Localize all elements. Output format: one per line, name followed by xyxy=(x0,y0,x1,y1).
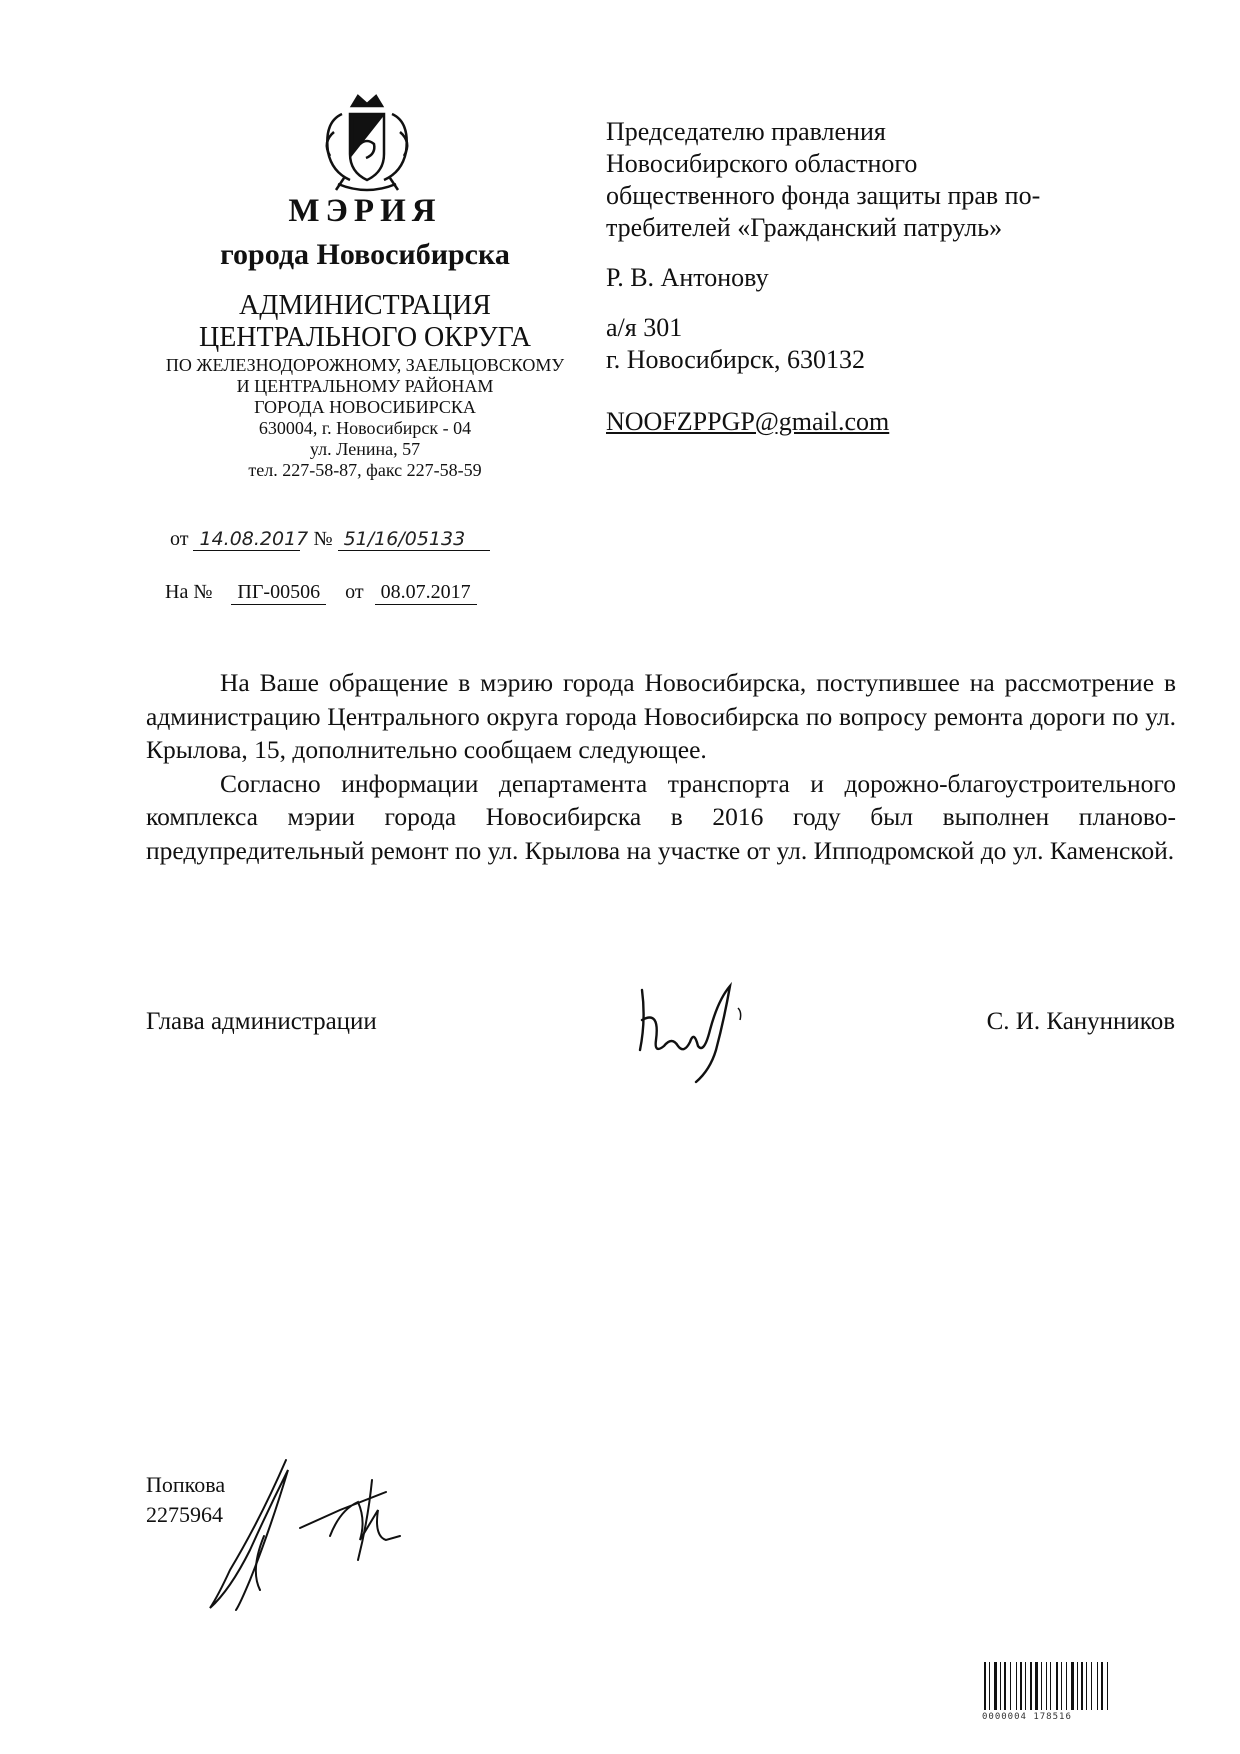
outgoing-number: 51/16/05133 xyxy=(338,528,490,551)
barcode-number: 0000004 178516 xyxy=(982,1712,1072,1722)
letterhead-city: города Новосибирска xyxy=(220,238,510,271)
recipient-line: требителей «Гражданский патруль» xyxy=(606,213,1003,242)
recipient-name: Р. В. Антонову xyxy=(606,263,769,292)
barcode-icon xyxy=(982,1662,1172,1716)
recipient-email: NOOFZPPGP@gmail.com xyxy=(606,407,890,436)
executor-name: Попкова xyxy=(146,1472,226,1497)
reply-number: ПГ-00506 xyxy=(231,581,326,605)
detail-line: тел. 227-58-87, факс 227-58-59 xyxy=(248,460,482,480)
signature-icon xyxy=(620,950,770,1100)
reply-from-label: от xyxy=(345,581,364,603)
signer-position: Глава администрации xyxy=(146,1008,377,1035)
body-paragraph: На Ваше обращение в мэрию города Новосибирска, поступившее на рассмотрение в администрацию Центрального округа города Новосибирска по вопросу ремонта дороги по ул. Крылова, 15, дополнительно сообщаем следующее. xyxy=(146,668,1176,764)
coat-of-arms-icon xyxy=(314,92,420,198)
letter-body xyxy=(146,666,1176,867)
detail-line: 630004, г. Новосибирск - 04 xyxy=(258,418,472,438)
signer-name: С. И. Канунников xyxy=(986,1008,1175,1035)
detail-line: ул. Ленина, 57 xyxy=(309,439,421,459)
outgoing-registration xyxy=(170,528,490,551)
number-label: № xyxy=(313,528,333,550)
addressee-block xyxy=(606,116,1166,438)
executor-signature-icon xyxy=(190,1440,440,1620)
from-label: от xyxy=(170,528,189,550)
outgoing-date: 14.08.2017 xyxy=(193,528,300,551)
letterhead-details xyxy=(140,355,590,481)
recipient-line: Председателю правления xyxy=(606,117,886,146)
recipient-line: Новосибирского областного xyxy=(606,149,918,178)
address-line: г. Новосибирск, 630132 xyxy=(606,345,866,374)
reply-date: 08.07.2017 xyxy=(375,581,477,605)
detail-line: ГОРОДА НОВОСИБИРСКА xyxy=(254,397,476,417)
reply-label: На № xyxy=(165,581,213,603)
administration-name xyxy=(150,290,580,354)
executor-phone: 2275964 xyxy=(146,1502,223,1527)
recipient-line: общественного фонда защиты прав по- xyxy=(606,181,1041,210)
administration-line: ЦЕНТРАЛЬНОГО ОКРУГА xyxy=(198,322,532,353)
body-paragraph: Согласно информации департамента транспорта и дорожно-благоустроительного комплекса мэрии города Новосибирска в 2016 году был выполнен планово-предупредительный ремонт по ул. Крылова на участке от ул. Ипподромской до ул. Каменской. xyxy=(146,768,1176,865)
address-line: а/я 301 xyxy=(606,313,683,342)
letterhead-title: МЭРИЯ xyxy=(288,193,442,229)
reply-registration xyxy=(165,581,477,605)
administration-line: АДМИНИСТРАЦИЯ xyxy=(239,290,491,321)
detail-line: ПО ЖЕЛЕЗНОДОРОЖНОМУ, ЗАЕЛЬЦОВСКОМУ xyxy=(165,355,565,375)
detail-line: И ЦЕНТРАЛЬНОМУ РАЙОНАМ xyxy=(236,376,494,396)
